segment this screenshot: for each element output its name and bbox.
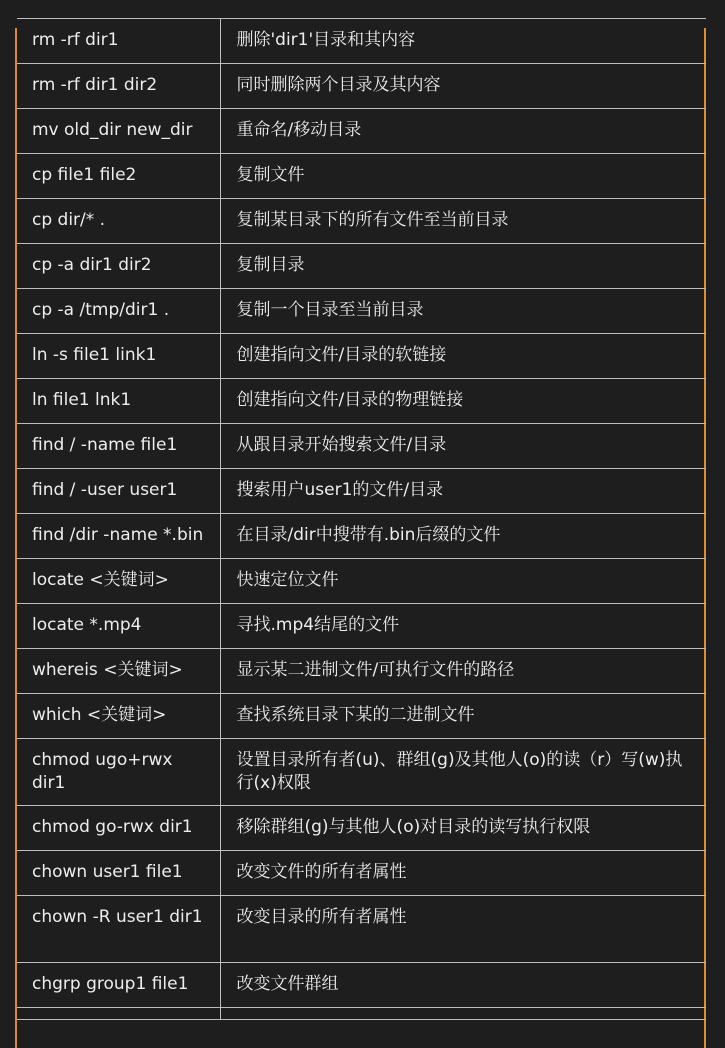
description-cell: 移除群组(g)与其他人(o)对目录的读写执行权限 xyxy=(220,806,706,851)
table-row xyxy=(17,64,706,109)
command-cell: chmod go-rwx dir1 xyxy=(17,806,220,851)
table-row xyxy=(17,19,706,64)
table-row xyxy=(17,154,706,199)
command-cell: which <关键词> xyxy=(17,694,220,739)
command-cell: chown -R user1 dir1 xyxy=(17,896,220,963)
description-cell: 同时删除两个目录及其内容 xyxy=(220,64,706,109)
command-cell: ln -s file1 link1 xyxy=(17,334,220,379)
command-cell: cp dir/* . xyxy=(17,199,220,244)
command-cell: find /dir -name *.bin xyxy=(17,514,220,559)
command-cell-empty xyxy=(17,1008,220,1020)
description-cell: 查找系统目录下某的二进制文件 xyxy=(220,694,706,739)
command-cell: find / -name file1 xyxy=(17,424,220,469)
description-cell: 删除'dir1'目录和其内容 xyxy=(220,19,706,64)
table-row xyxy=(17,379,706,424)
table-row xyxy=(17,806,706,851)
table-row xyxy=(17,896,706,963)
table-row xyxy=(17,244,706,289)
table-row xyxy=(17,424,706,469)
table-row xyxy=(17,649,706,694)
table-row xyxy=(17,851,706,896)
table-row xyxy=(17,963,706,1008)
command-cell: cp file1 file2 xyxy=(17,154,220,199)
table-row xyxy=(17,514,706,559)
command-cell: ln file1 lnk1 xyxy=(17,379,220,424)
table-row xyxy=(17,289,706,334)
command-cell: chmod ugo+rwx dir1 xyxy=(17,739,220,806)
description-cell: 快速定位文件 xyxy=(220,559,706,604)
table-row xyxy=(17,109,706,154)
description-cell: 从跟目录开始搜索文件/目录 xyxy=(220,424,706,469)
command-cell: cp -a /tmp/dir1 . xyxy=(17,289,220,334)
description-cell: 在目录/dir中搜带有.bin后缀的文件 xyxy=(220,514,706,559)
command-cell: locate <关键词> xyxy=(17,559,220,604)
description-cell: 创建指向文件/目录的物理链接 xyxy=(220,379,706,424)
command-table-wrapper xyxy=(17,18,706,1020)
description-cell: 设置目录所有者(u)、群组(g)及其他人(o)的读（r）写(w)执行(x)权限 xyxy=(220,739,706,806)
description-cell: 寻找.mp4结尾的文件 xyxy=(220,604,706,649)
description-cell: 复制目录 xyxy=(220,244,706,289)
table-row xyxy=(17,559,706,604)
command-cell: chown user1 file1 xyxy=(17,851,220,896)
command-cell: mv old_dir new_dir xyxy=(17,109,220,154)
description-cell: 显示某二进制文件/可执行文件的路径 xyxy=(220,649,706,694)
description-cell: 改变文件群组 xyxy=(220,963,706,1008)
table-row xyxy=(17,694,706,739)
description-cell: 重命名/移动目录 xyxy=(220,109,706,154)
table-row xyxy=(17,469,706,514)
command-cell: chgrp group1 file1 xyxy=(17,963,220,1008)
command-table xyxy=(17,18,706,1020)
command-cell: cp -a dir1 dir2 xyxy=(17,244,220,289)
description-cell: 创建指向文件/目录的软链接 xyxy=(220,334,706,379)
table-row xyxy=(17,604,706,649)
table-row xyxy=(17,199,706,244)
command-cell: locate *.mp4 xyxy=(17,604,220,649)
description-cell: 搜索用户user1的文件/目录 xyxy=(220,469,706,514)
description-cell: 改变目录的所有者属性 xyxy=(220,896,706,963)
description-cell: 改变文件的所有者属性 xyxy=(220,851,706,896)
description-cell: 复制一个目录至当前目录 xyxy=(220,289,706,334)
table-row xyxy=(17,739,706,806)
description-cell-empty xyxy=(220,1008,706,1020)
command-cell: rm -rf dir1 xyxy=(17,19,220,64)
description-cell: 复制某目录下的所有文件至当前目录 xyxy=(220,199,706,244)
table-row-partial xyxy=(17,1008,706,1020)
command-cell: whereis <关键词> xyxy=(17,649,220,694)
command-cell: rm -rf dir1 dir2 xyxy=(17,64,220,109)
table-row xyxy=(17,334,706,379)
description-cell: 复制文件 xyxy=(220,154,706,199)
command-cell: find / -user user1 xyxy=(17,469,220,514)
